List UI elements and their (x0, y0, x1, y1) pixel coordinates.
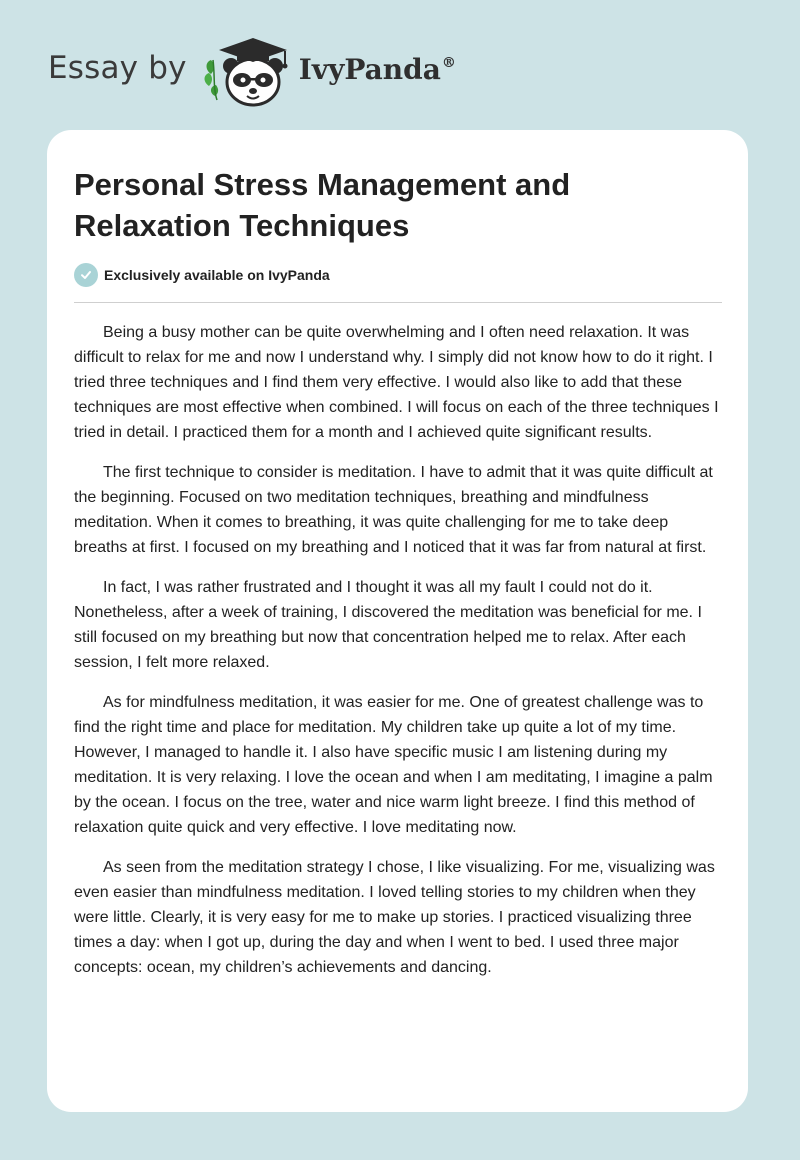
essay-card (47, 130, 748, 1112)
check-icon (74, 263, 98, 287)
brand-name (299, 53, 456, 86)
divider (74, 302, 722, 303)
brand-prefix: Essay by (48, 50, 187, 86)
brand-name-text: IvyPanda (298, 52, 441, 86)
paragraph: The first technique to consider is meditation. I have to admit that it was quite difficult at the beginning. Focused on two meditation techniques, breathing and mindfulness meditation. When it comes to breathing, it was quite challenging for me to take deep breaths at first. I focused on my breathing and I noticed that it was far from natural at first. (74, 464, 713, 556)
exclusive-badge (74, 263, 330, 287)
essay-body (74, 320, 722, 995)
paragraph: As seen from the meditation strategy I chose, I like visualizing. For me, visualizing was even easier than mindfulness meditation. I loved telling stories to my children when they were little. Clearly, it is very easy for me to make up stories. I practiced visualizing three times a day: when I got up, during the day and when I went to bed. I used three major concepts: ocean, my children’s achievements and dancing. (74, 859, 715, 976)
exclusive-label: Exclusively available on IvyPanda (104, 267, 330, 283)
paragraph: As for mindfulness meditation, it was easier for me. One of greatest challenge was to find the right time and place for meditation. My children take up quite a lot of my time. However, I managed to handle it. I also have specific music I am listening during my meditation. It is very relaxing. I love the ocean and when I am meditating, I imagine a palm by the ocean. I focus on the tree, water and nice warm light breeze. I find this method of relaxation quite quick and very effective. I love meditating now. (74, 694, 713, 836)
paragraph: In fact, I was rather frustrated and I thought it was all my fault I could not do it. Nonetheless, after a week of training, I discovered the meditation was beneficial for me. I still focused on my breathing but now that concentration helped me to relax. After each session, I felt more relaxed. (74, 579, 702, 671)
brand-header[interactable] (48, 30, 456, 110)
registered-mark: ® (441, 54, 456, 71)
page-title: Personal Stress Management and Relaxation Techniques (74, 167, 571, 243)
panda-graduate-icon (201, 30, 297, 110)
paragraph: Being a busy mother can be quite overwhelming and I often need relaxation. It was difficult to relax for me and now I understand why. I simply did not know how to do it right. I tried three techniques and I find them very effective. I would also like to add that these techniques are most effective when combined. I will focus on each of the three techniques I tried in detail. I practiced them for a month and I achieved quite significant results. (74, 324, 719, 441)
